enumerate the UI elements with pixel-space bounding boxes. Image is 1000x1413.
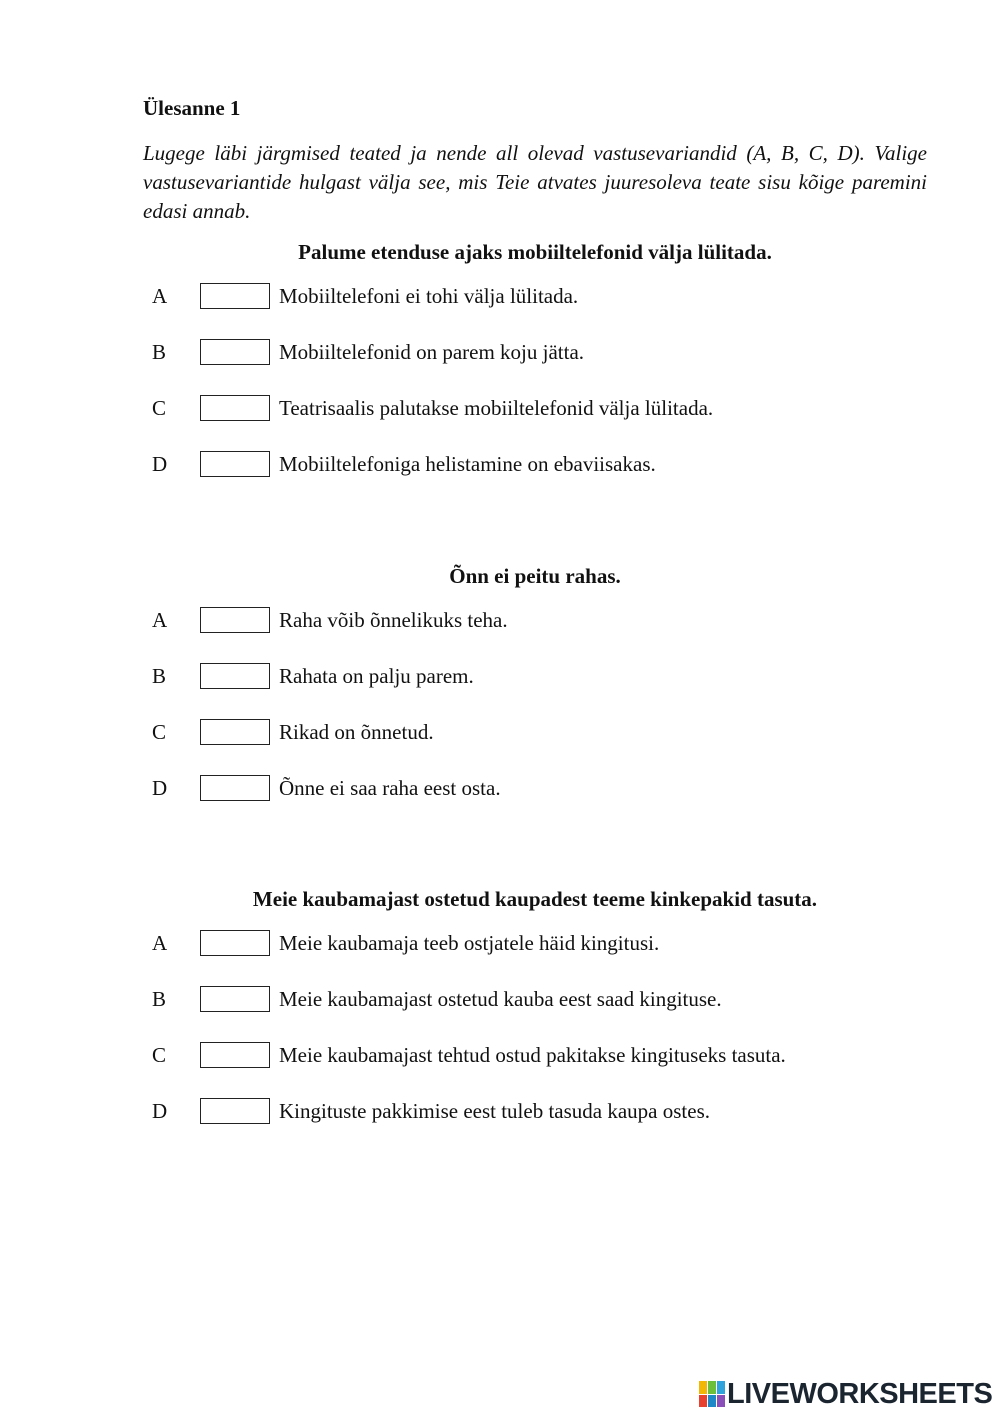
- task-instructions: Lugege läbi järgmised teated ja nende all olevad vastusevariandid (A, B, C, D). Valige vastusevariantide hulgast välja see, mis Teie atvates juuresoleva teate sisu kõige paremini edasi annab.: [143, 141, 927, 223]
- question-1-statement: Palume etenduse ajaks mobiiltelefonid välja lülitada.: [298, 240, 772, 264]
- question-3-option-c: [152, 1040, 932, 1070]
- answer-box[interactable]: [200, 451, 270, 477]
- question-3-option-a: [152, 928, 932, 958]
- option-letter: B: [152, 339, 167, 364]
- question-1-option-a: [152, 281, 932, 311]
- option-text: Meie kaubamaja teeb ostjatele häid kingitusi.: [279, 930, 660, 955]
- answer-box[interactable]: [200, 930, 270, 956]
- answer-box[interactable]: [200, 719, 270, 745]
- option-letter: A: [152, 607, 168, 632]
- option-letter: D: [152, 451, 168, 476]
- answer-box[interactable]: [200, 339, 270, 365]
- option-letter: D: [152, 775, 168, 800]
- option-letter: A: [152, 930, 168, 955]
- option-letter: C: [152, 1042, 167, 1067]
- option-text: Mobiiltelefoni ei tohi välja lülitada.: [279, 283, 579, 308]
- option-text: Raha võib õnnelikuks teha.: [279, 607, 508, 632]
- option-text: Kingituste pakkimise eest tuleb tasuda kaupa ostes.: [279, 1098, 710, 1123]
- answer-box[interactable]: [200, 1098, 270, 1124]
- option-text: Meie kaubamajast ostetud kauba eest saad kingituse.: [279, 986, 722, 1011]
- option-text: Rahata on palju parem.: [279, 663, 474, 688]
- question-3-option-b: [152, 984, 932, 1014]
- answer-box[interactable]: [200, 1042, 270, 1068]
- option-letter: A: [152, 283, 168, 308]
- option-text: Rikad on õnnetud.: [279, 719, 434, 744]
- option-letter: C: [152, 719, 167, 744]
- question-2-option-c: [152, 717, 932, 747]
- option-letter: D: [152, 1098, 168, 1123]
- answer-box[interactable]: [200, 283, 270, 309]
- question-2-option-a: [152, 605, 932, 635]
- answer-box[interactable]: [200, 607, 270, 633]
- question-1-option-c: [152, 393, 932, 423]
- question-2-option-b: [152, 661, 932, 691]
- option-letter: B: [152, 986, 167, 1011]
- question-1-option-b: [152, 337, 932, 367]
- liveworksheets-logo-icon: [699, 1381, 725, 1407]
- question-2-statement: Õnn ei peitu rahas.: [449, 564, 621, 588]
- question-2-option-d: [152, 773, 932, 803]
- liveworksheets-brand: [699, 1377, 992, 1411]
- answer-box[interactable]: [200, 775, 270, 801]
- question-1-option-d: [152, 449, 932, 479]
- task-title: Ülesanne 1: [143, 96, 241, 120]
- option-letter: B: [152, 663, 167, 688]
- option-text: Mobiiltelefonid on parem koju jätta.: [279, 339, 585, 364]
- answer-box[interactable]: [200, 986, 270, 1012]
- question-3-statement: Meie kaubamajast ostetud kaupadest teeme kinkepakid tasuta.: [252, 887, 818, 911]
- answer-box[interactable]: [200, 663, 270, 689]
- brand-name: LIVEWORKSHEETS: [727, 1377, 993, 1410]
- option-text: Õnne ei saa raha eest osta.: [279, 775, 501, 800]
- option-letter: C: [152, 395, 167, 420]
- option-text: Mobiiltelefoniga helistamine on ebaviisakas.: [279, 451, 656, 476]
- question-3-option-d: [152, 1096, 932, 1126]
- option-text: Teatrisaalis palutakse mobiiltelefonid välja lülitada.: [279, 395, 714, 420]
- option-text: Meie kaubamajast tehtud ostud pakitakse kingituseks tasuta.: [279, 1042, 786, 1067]
- answer-box[interactable]: [200, 395, 270, 421]
